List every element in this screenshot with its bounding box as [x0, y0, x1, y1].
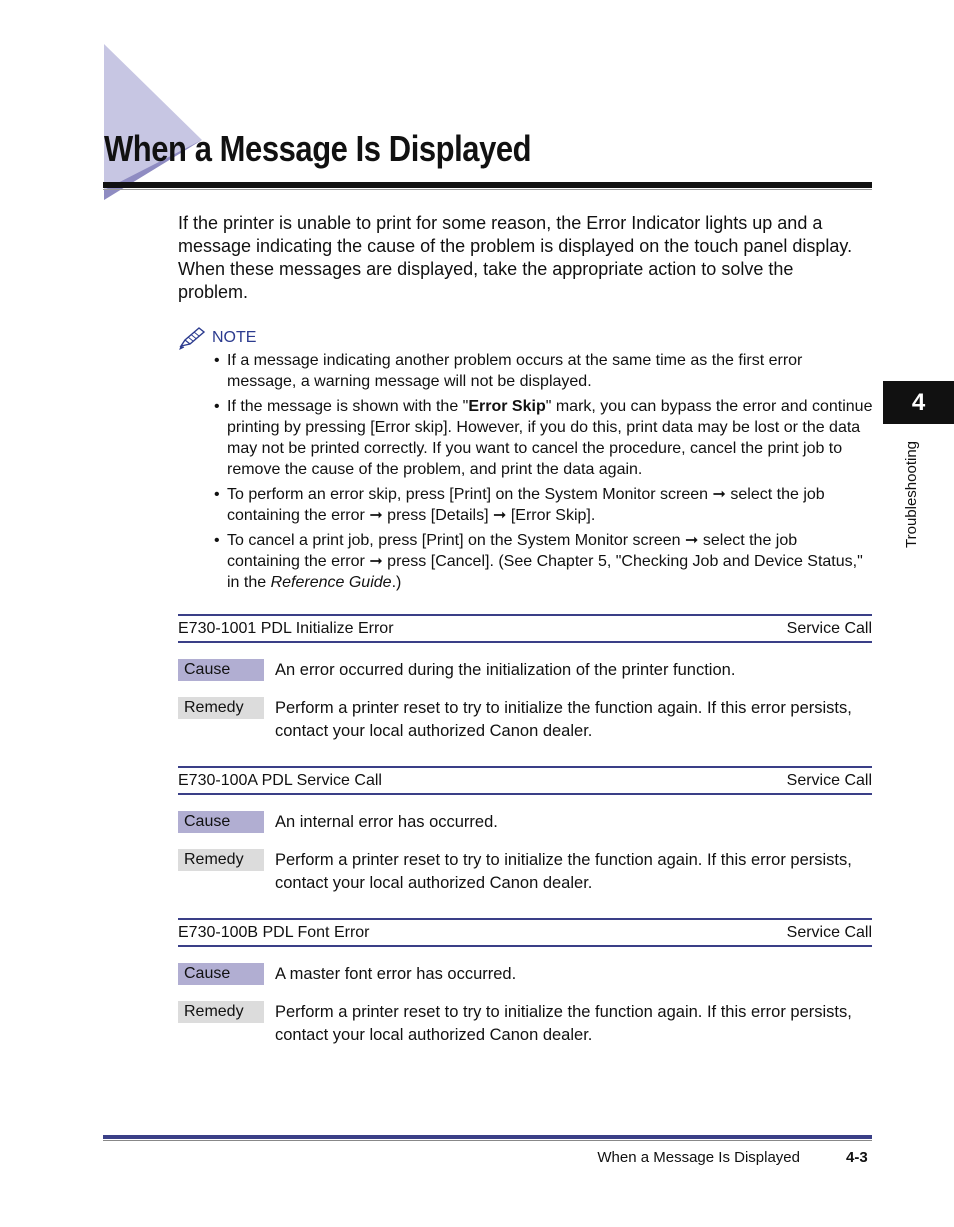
- cause-label: Cause: [178, 963, 264, 985]
- note-text: If a message indicating another problem occurs at the same time as the first error message, a warning message will not be displayed.: [227, 352, 803, 390]
- intro-paragraph: If the printer is unable to print for some reason, the Error Indicator lights up and a message indicating the cause of the problem is displayed on the touch panel display. When these messages are displayed, take the appropriate action to solve the problem.: [178, 213, 853, 302]
- note-text: [Error Skip].: [510, 507, 596, 524]
- remedy-text: Perform a printer reset to try to initialize the function again. If this error persists, contact your local authorized Canon dealer.: [275, 851, 852, 892]
- note-list: [214, 350, 874, 597]
- bullet: •: [214, 532, 220, 549]
- decorative-triangle: [104, 44, 214, 204]
- chapter-tab: 4: [883, 381, 954, 424]
- note-text: .): [391, 574, 402, 591]
- footer-section-title: When a Message Is Displayed: [597, 1149, 800, 1166]
- footer-rule-thin: [103, 1140, 872, 1141]
- arrow-icon: ➞: [685, 532, 699, 549]
- page-number: 4-3: [846, 1149, 868, 1166]
- error-code: E730-100A PDL Service Call: [178, 771, 382, 789]
- error-block: [178, 614, 872, 740]
- bullet: •: [214, 486, 220, 503]
- note-text: select the job containing the error: [227, 486, 825, 524]
- error-skip-mark: Error Skip: [468, 398, 546, 415]
- error-code: E730-1001 PDL Initialize Error: [178, 619, 394, 637]
- error-header: [178, 766, 872, 795]
- note-text: To perform an error skip, press [Print] on the System Monitor screen: [227, 486, 709, 503]
- note-item: [214, 350, 874, 392]
- note-text: press [Details]: [387, 507, 489, 524]
- arrow-icon: ➞: [369, 553, 383, 570]
- cause-label: Cause: [178, 811, 264, 833]
- page-title: When a Message Is Displayed: [104, 128, 532, 169]
- arrow-icon: ➞: [493, 507, 507, 524]
- cause-label: Cause: [178, 659, 264, 681]
- title-rule-thin: [103, 189, 872, 190]
- title-rule: [103, 182, 872, 188]
- bullet: •: [214, 352, 220, 369]
- error-type: Service Call: [786, 923, 872, 941]
- note-header: [178, 326, 256, 350]
- error-type: Service Call: [786, 771, 872, 789]
- note-item: [214, 484, 874, 526]
- error-block: [178, 918, 872, 1044]
- remedy-text: Perform a printer reset to try to initialize the function again. If this error persists, contact your local authorized Canon dealer.: [275, 1003, 852, 1044]
- arrow-icon: ➞: [369, 507, 383, 524]
- note-text: If the message is shown with the ": [227, 398, 469, 415]
- remedy-label: Remedy: [178, 849, 264, 871]
- bullet: •: [214, 398, 220, 415]
- error-block: [178, 766, 872, 892]
- footer-rule: [103, 1135, 872, 1139]
- note-label: NOTE: [212, 329, 257, 346]
- cause-text: A master font error has occurred.: [275, 965, 517, 983]
- error-header: [178, 918, 872, 947]
- remedy-text: Perform a printer reset to try to initialize the function again. If this error persists, contact your local authorized Canon dealer.: [275, 699, 852, 740]
- note-text: select the job containing the error: [227, 532, 798, 570]
- cause-text: An error occurred during the initialization of the printer function.: [275, 661, 736, 679]
- chapter-label: Troubleshooting: [903, 440, 920, 548]
- pencil-icon: [178, 326, 206, 350]
- note-text: " mark, you can bypass the error and continue printing by pressing [Error skip]. However, if you do this, print data may be lost or the data may not be printed correctly. If you want to cancel the procedure, cancel the print job to remove the cause of the problem, and print the data again.: [227, 398, 873, 478]
- note-text: press [Cancel]. (See Chapter 5, "Checking Job and Device Status," in the: [227, 553, 863, 591]
- reference-guide-title: Reference Guide: [270, 574, 392, 591]
- arrow-icon: ➞: [712, 486, 726, 503]
- cause-text: An internal error has occurred.: [275, 813, 498, 831]
- error-header: [178, 614, 872, 643]
- remedy-label: Remedy: [178, 697, 264, 719]
- note-text: To cancel a print job, press [Print] on the System Monitor screen: [227, 532, 681, 549]
- error-type: Service Call: [786, 619, 872, 637]
- note-item: [214, 530, 874, 593]
- note-item: [214, 396, 874, 480]
- error-code: E730-100B PDL Font Error: [178, 923, 370, 941]
- remedy-label: Remedy: [178, 1001, 264, 1023]
